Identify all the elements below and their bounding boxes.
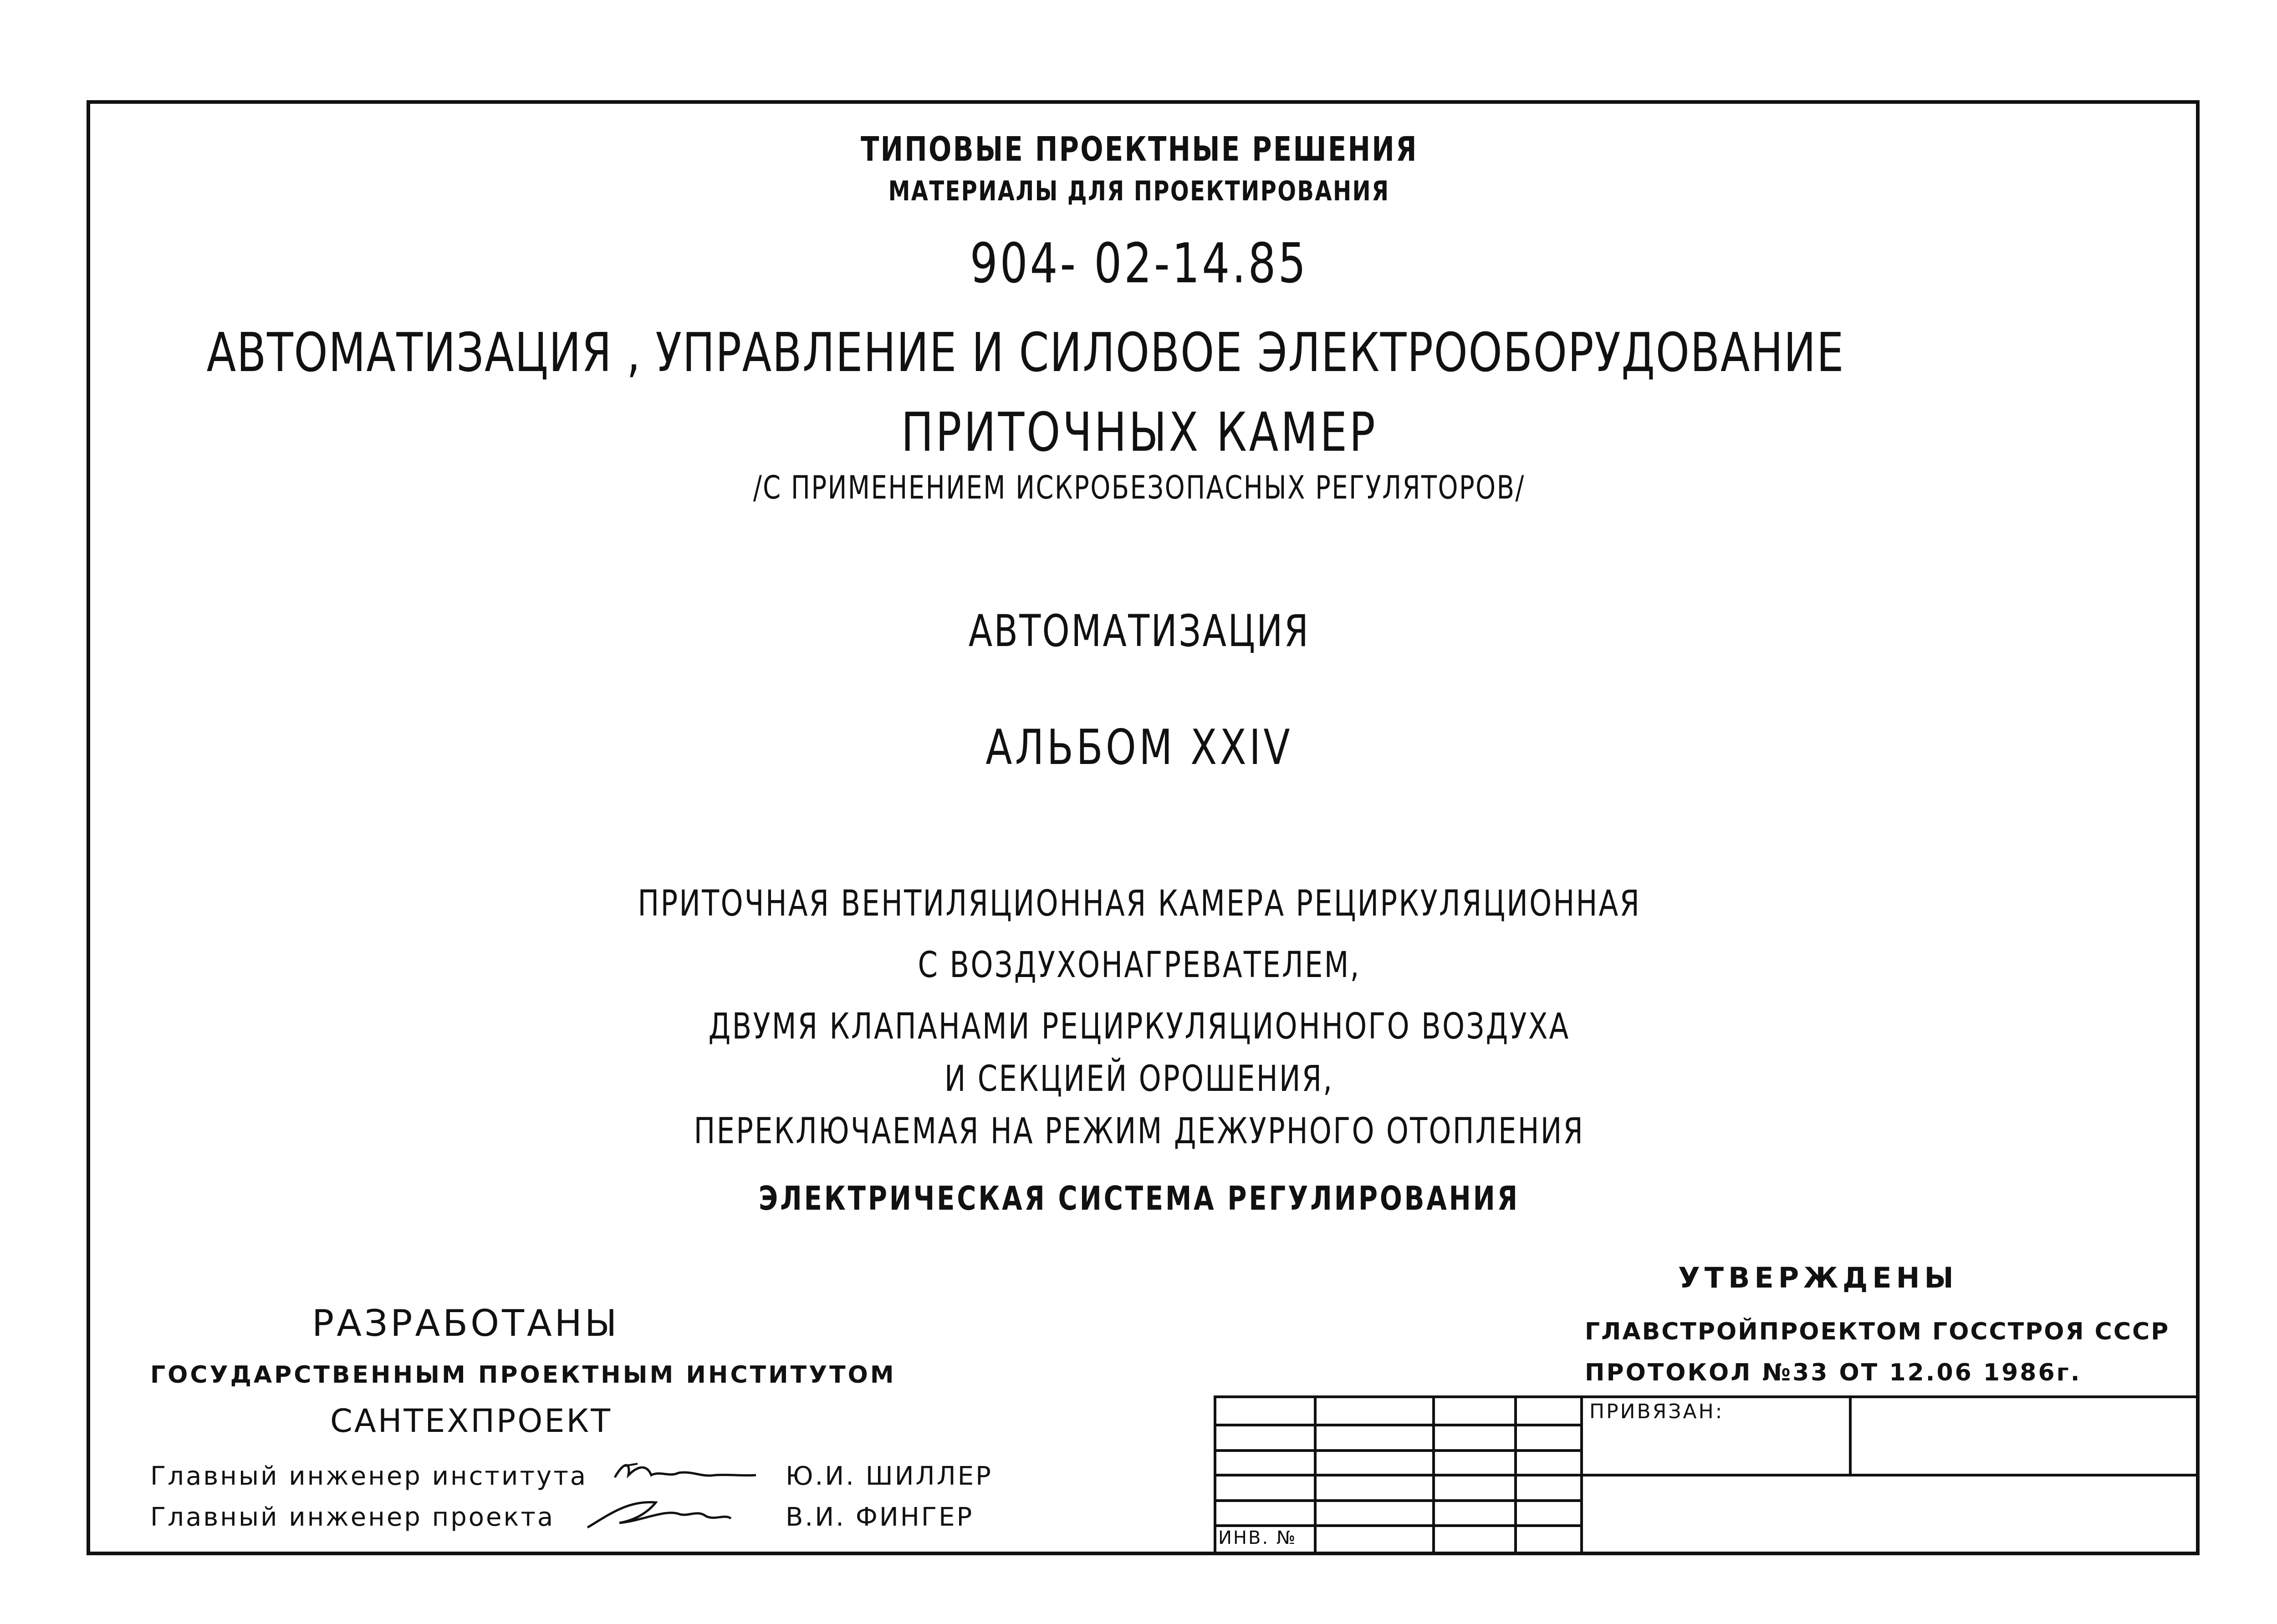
developed-heading: РАЗРАБОТАНЫ — [312, 1302, 620, 1344]
section-name: АВТОМАТИЗАЦИЯ — [968, 606, 1310, 657]
role-name: В.И. ФИНГЕР — [786, 1502, 974, 1532]
description-line: ПЕРЕКЛЮЧАЕМАЯ НА РЕЖИМ ДЕЖУРНОГО ОТОПЛЕНИЯ — [694, 1111, 1585, 1152]
description-line: С ВОЗДУХОНАГРЕВАТЕЛЕМ, — [918, 945, 1361, 986]
role-title: Главный инженер проекта — [150, 1502, 555, 1532]
developed-org-line-1: ГОСУДАРСТВЕННЫМ ПРОЕКТНЫМ ИНСТИТУТОМ — [150, 1361, 896, 1389]
approved-by: ГЛАВСТРОЙПРОЕКТОМ ГОССТРОЯ СССР — [1585, 1318, 2170, 1345]
header-line-1: ТИПОВЫЕ ПРОЕКТНЫЕ РЕШЕНИЯ — [860, 130, 1418, 169]
document-code: 904- 02-14.85 — [970, 232, 1308, 295]
regulation-system: ЭЛЕКТРИЧЕСКАЯ СИСТЕМА РЕГУЛИРОВАНИЯ — [759, 1179, 1520, 1217]
description-line: ПРИТОЧНАЯ ВЕНТИЛЯЦИОННАЯ КАМЕРА РЕЦИРКУЛЯЦИОННАЯ — [638, 883, 1641, 924]
stamp-inv-label: ИНВ. № — [1218, 1527, 1297, 1548]
role-title: Главный инженер института — [150, 1461, 588, 1491]
album-number: АЛЬБОМ XXIV — [985, 719, 1293, 775]
description-line: И СЕКЦИЕЙ ОРОШЕНИЯ, — [944, 1059, 1334, 1100]
title-note: /С ПРИМЕНЕНИЕМ ИСКРОБЕЗОПАСНЫХ РЕГУЛЯТОРОВ/ — [753, 469, 1525, 506]
developed-org-line-2: САНТЕХПРОЕКТ — [330, 1402, 612, 1440]
title-line-1: АВТОМАТИЗАЦИЯ , УПРАВЛЕНИЕ И СИЛОВОЕ ЭЛЕКТРООБОРУДОВАНИЕ — [206, 321, 1844, 384]
role-name: Ю.И. ШИЛЛЕР — [786, 1461, 993, 1491]
title-line-2: ПРИТОЧНЫХ КАМЕР — [901, 401, 1378, 463]
approved-protocol: ПРОТОКОЛ №33 ОТ 12.06 1986г. — [1585, 1359, 2082, 1386]
description-line: ДВУМЯ КЛАПАНАМИ РЕЦИРКУЛЯЦИОННОГО ВОЗДУХА — [708, 1006, 1570, 1047]
signature-1 — [610, 1457, 761, 1489]
stamp-table — [1214, 1395, 2200, 1555]
approved-heading: УТВЕРЖДЕНЫ — [1678, 1261, 1958, 1294]
header-line-2: МАТЕРИАЛЫ ДЛЯ ПРОЕКТИРОВАНИЯ — [888, 175, 1390, 207]
signature-2 — [583, 1496, 738, 1532]
stamp-attached-label: ПРИВЯЗАН: — [1589, 1400, 1724, 1423]
